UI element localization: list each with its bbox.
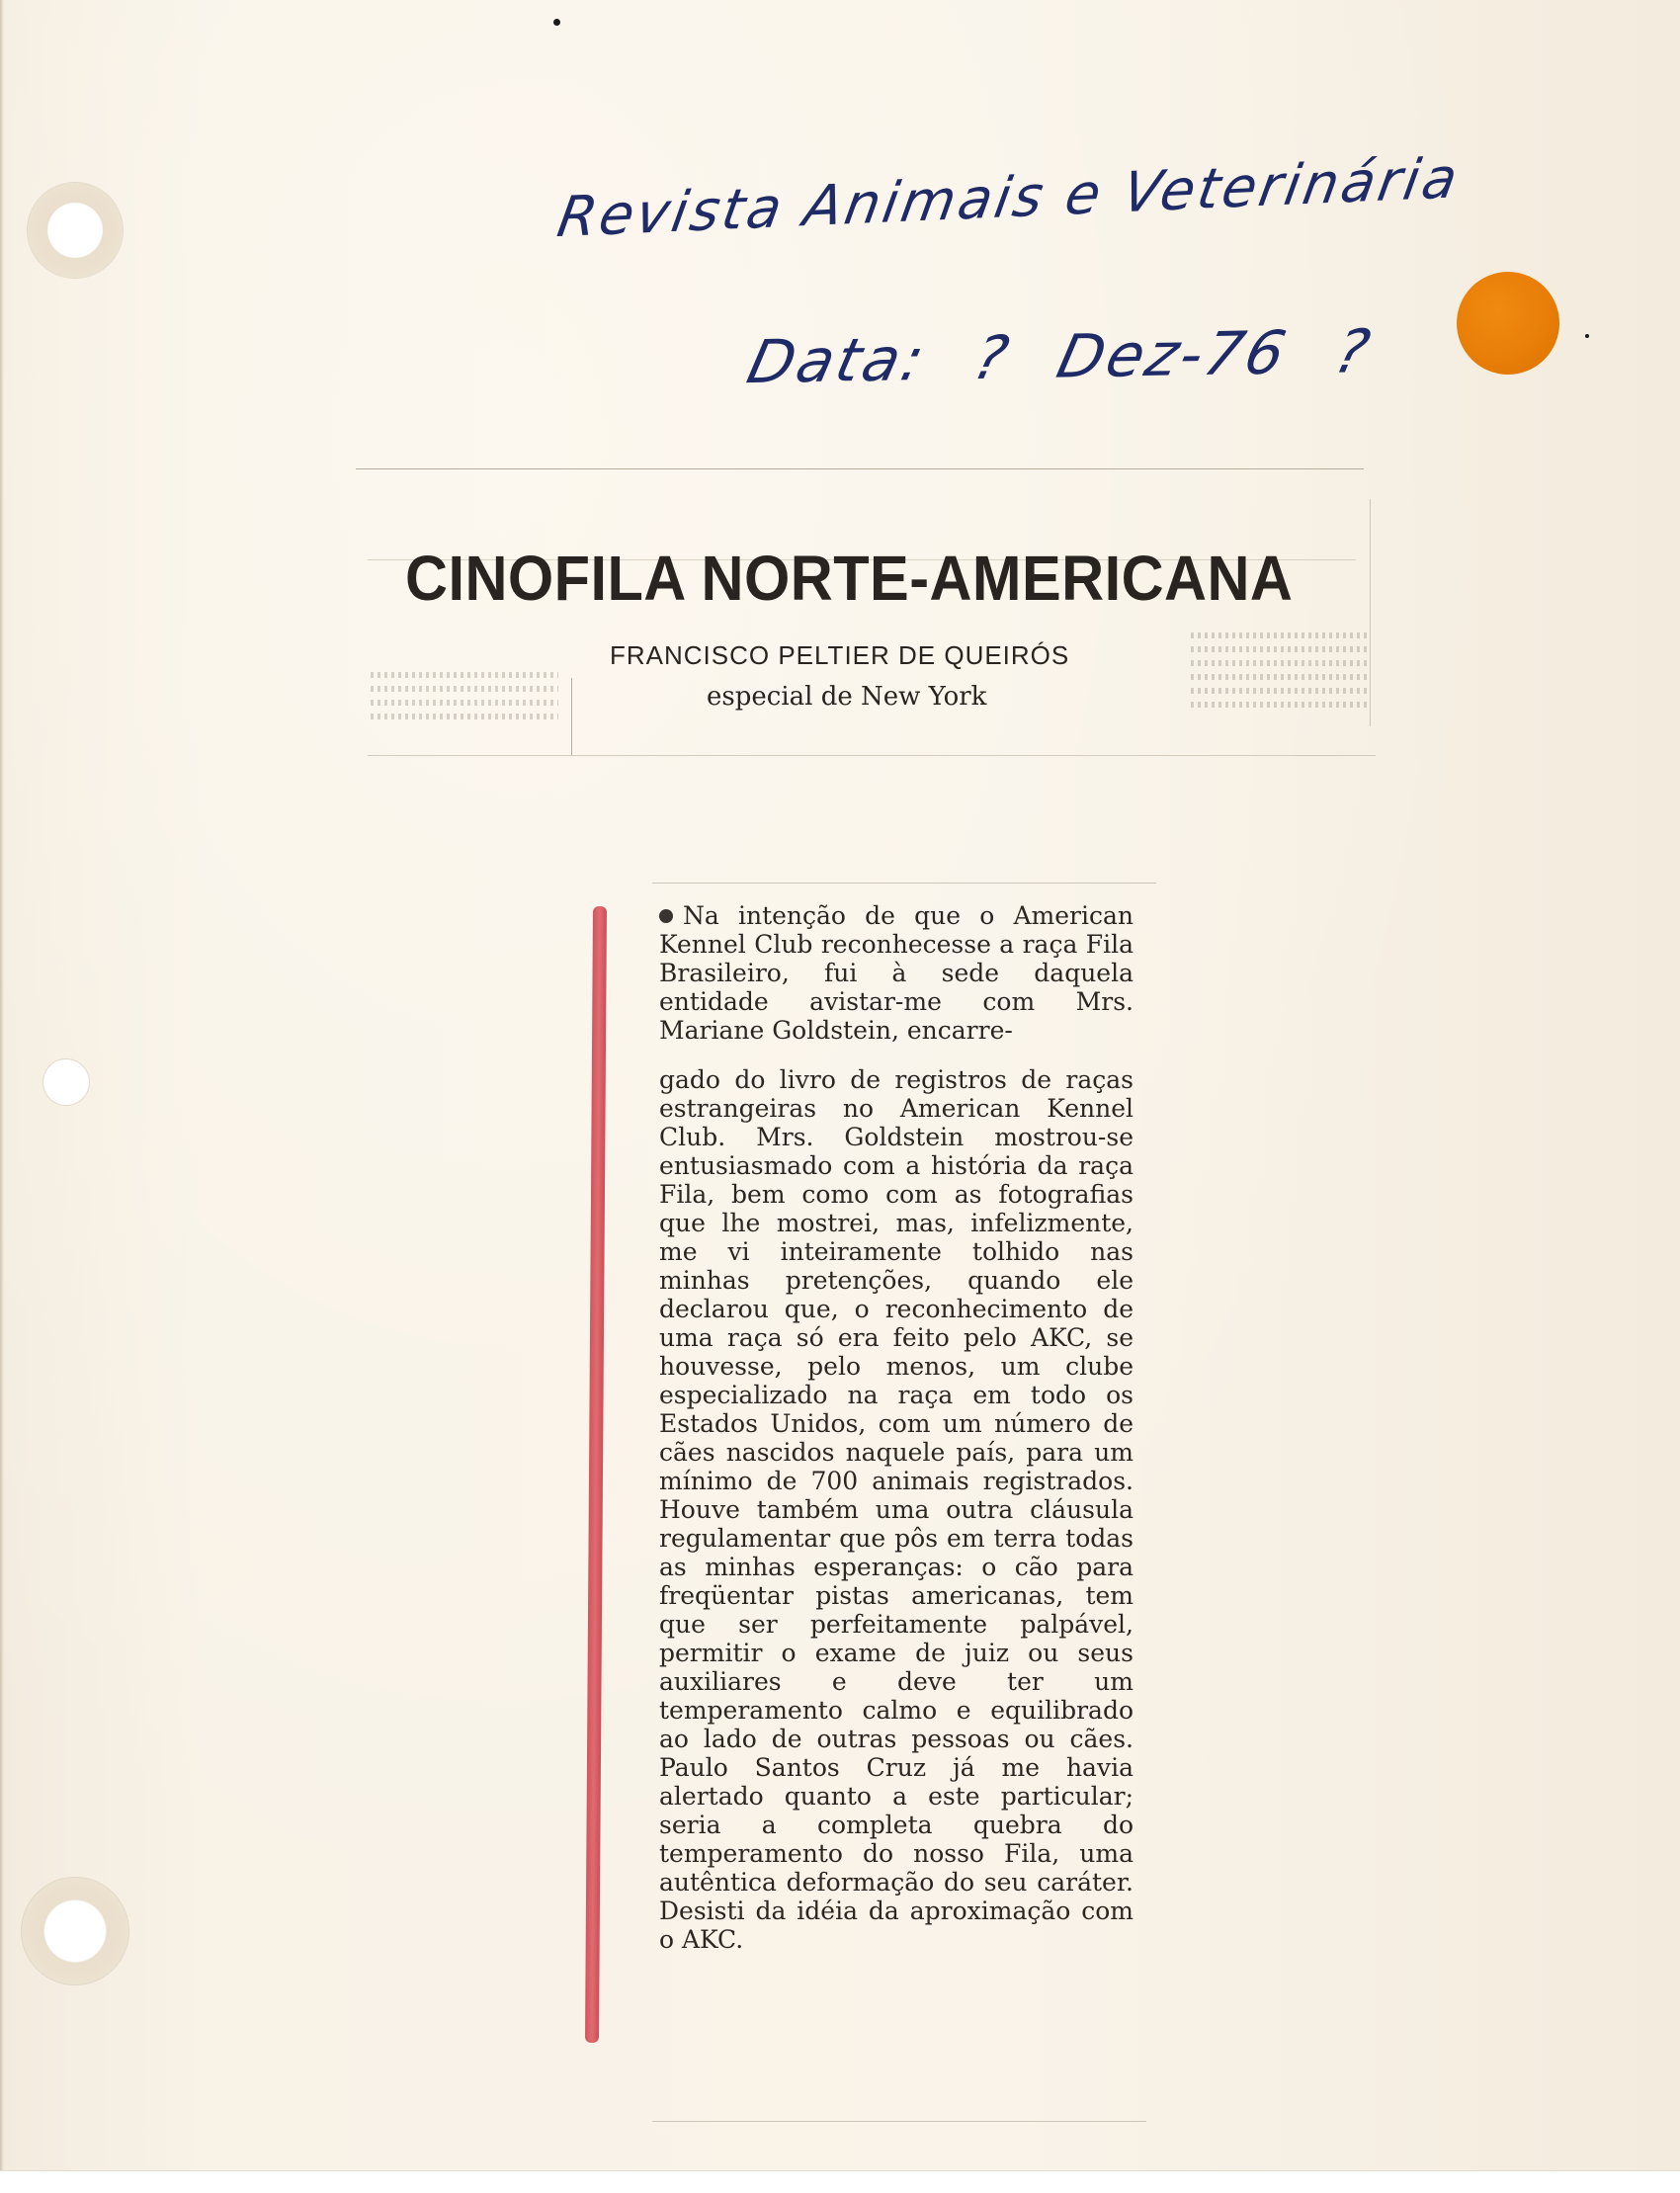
- paragraph-text: Na intenção de que o American Kennel Club reconhecesse a raça Fila Brasileiro, fui à sede daquela entidade avistar-me com Mrs. Mariane Goldstein, encarre-: [659, 901, 1134, 1045]
- binder-hole-top: [28, 183, 123, 278]
- article-title: CINOFILA NORTE-AMERICANA: [405, 543, 1294, 614]
- page-edge-shadow: [0, 0, 4, 2170]
- red-highlight-mark: [585, 906, 607, 2043]
- bleed-through-text: [371, 672, 558, 721]
- paragraph-text: gado do livro de registros de raças estrangeiras no American Kennel Club. Mrs. Goldstein mostrou-se entusiasmado com a história da raça Fila, bem como com as fotografias que lhe mostrei, mas, infelizmente, me vi inteiramente tolhido nas minhas pretenções, quando ele declarou que, o reconhecimento de uma raça só era feito pelo AKC, se houvesse, pelo menos, um clube especializado na raça em todo os Estados Unidos, com um número de cães nascidos naquele país, para um mínimo de 700 animais registrados. Houve também uma outra cláusula regulamentar que pôs em terra todas as minhas esperanças: o cão para freqüentar pistas americanas, tem que ser perfeitamente palpável, permitir o exame de juiz ou seus auxiliares e deve ter um temperamento calmo e equilibrado ao lado de outras pessoas ou cães. Paulo Santos Cruz já me havia alertado quanto a este particular; seria a completa quebra do temperamento do nosso Fila, uma autêntica deformação do seu caráter. Desisti da idéia da aproximação com o AKC.: [659, 1065, 1134, 1954]
- article-paragraph: [659, 1065, 1134, 1954]
- clipping-edge: [652, 2121, 1146, 2122]
- article-paragraph: [659, 901, 1134, 1045]
- article-dateline: especial de New York: [707, 682, 987, 712]
- bleed-through-text: [1191, 633, 1369, 712]
- article-body: [659, 901, 1134, 1954]
- handwritten-date-note: Data: ? Dez-76 ?: [740, 316, 1380, 398]
- clipping-rule: [1370, 499, 1371, 726]
- handwritten-source-note: Revista Animais e Veterinária: [552, 145, 1466, 251]
- clipping-rule: [356, 468, 1364, 469]
- ink-speck: [553, 19, 560, 26]
- binder-hole-middle: [43, 1059, 89, 1105]
- article-author: FRANCISCO PELTIER DE QUEIRÓS: [610, 640, 1070, 670]
- scan-bottom-margin: [0, 2170, 1680, 2193]
- clipping-edge: [652, 883, 1156, 884]
- bullet-icon: [659, 909, 673, 923]
- binder-hole-bottom: [22, 1878, 128, 1984]
- clipping-rule: [571, 678, 572, 755]
- clipping-rule: [368, 755, 1376, 756]
- orange-dot-sticker: [1457, 272, 1559, 375]
- ink-speck: [1585, 334, 1589, 338]
